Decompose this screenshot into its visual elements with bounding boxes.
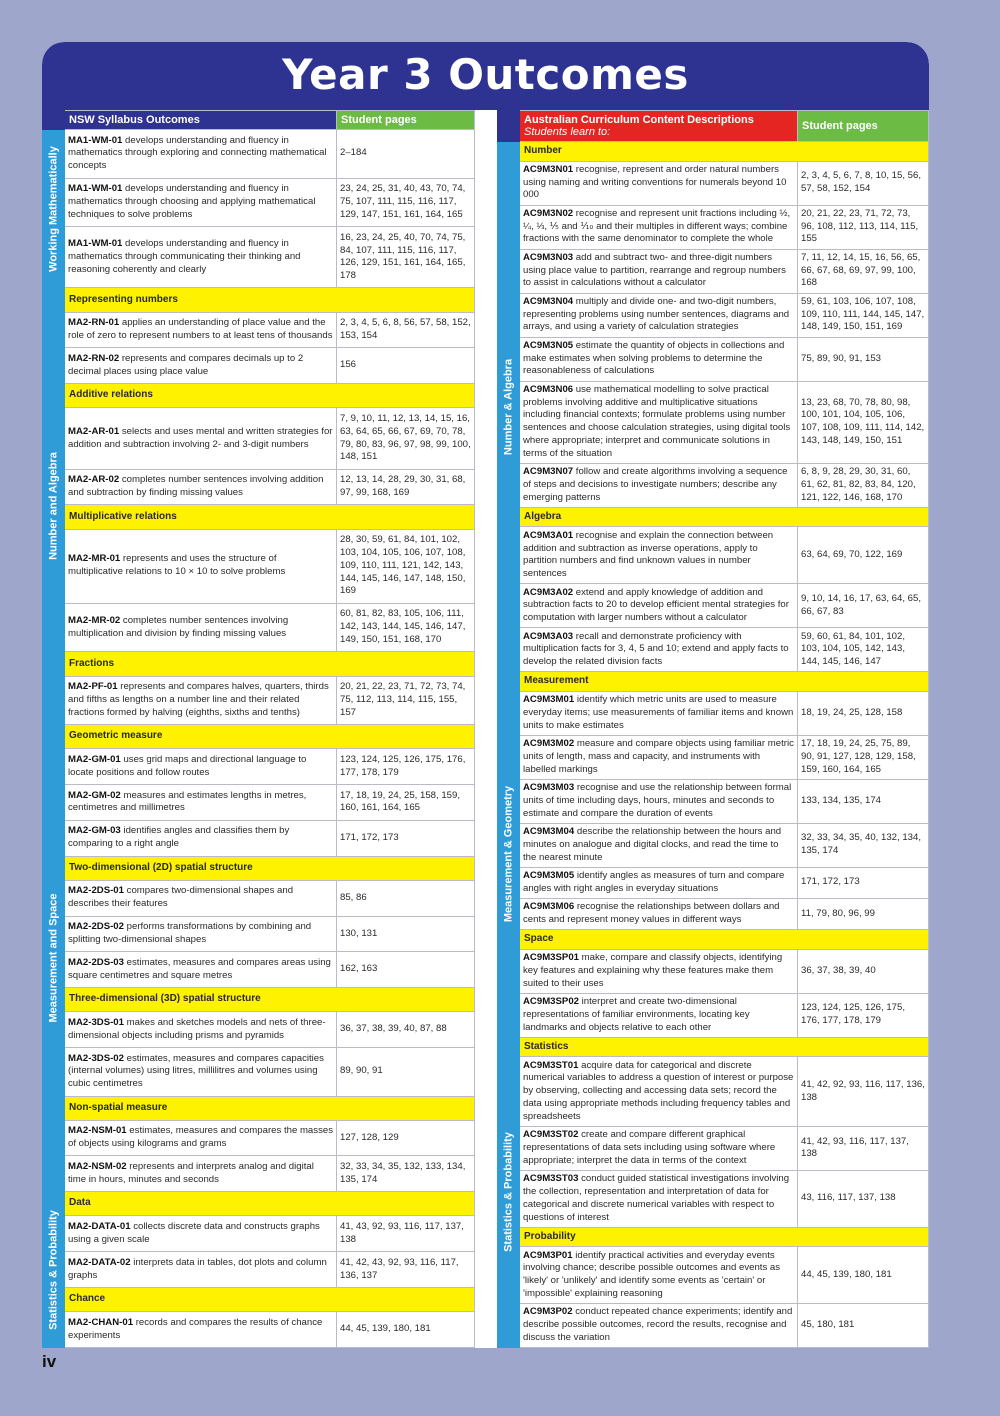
- page-number: iv: [42, 1352, 57, 1371]
- section-label: Measurement: [520, 672, 929, 692]
- outcome-description: [520, 249, 798, 293]
- outcome-description: [520, 779, 798, 823]
- outcome-text: compares two-dimensional shapes and describes their features: [68, 885, 294, 910]
- outcome-text: conduct guided statistical investigations involving the collection, representation and interpretation of data for categorical and discrete numerical variables with respect to questions of interest: [523, 1173, 790, 1223]
- table-row: [43, 880, 475, 916]
- student-pages: 41, 42, 93, 116, 117, 137, 138: [798, 1126, 929, 1170]
- outcome-code: AC9M3SP02: [523, 996, 579, 1007]
- table-row: [498, 691, 929, 735]
- outcomes-header: NSW Syllabus Outcomes: [65, 111, 337, 130]
- student-pages: 45, 180, 181: [798, 1304, 929, 1348]
- section-label: Data: [65, 1192, 475, 1216]
- outcome-description: [520, 584, 798, 628]
- outcome-description: [65, 469, 337, 505]
- outcome-text: recognise and represent unit fractions including ½, ¼, ⅓, ⅕ and ⅒ and their multiples in different ways; combine fractions with the same denominator to complete the whole: [523, 207, 791, 245]
- outcome-code: AC9M3SP01: [523, 952, 579, 964]
- outcome-description: [65, 130, 337, 179]
- table-header-row: [498, 111, 929, 142]
- table-row: [498, 1304, 929, 1348]
- table-row: [43, 749, 475, 785]
- student-pages: 123, 124, 125, 126, 175, 176, 177, 178, 179: [798, 993, 929, 1037]
- student-pages: 41, 43, 92, 93, 116, 117, 137, 138: [337, 1216, 475, 1252]
- student-pages: 7, 11, 12, 14, 15, 16, 56, 65, 66, 67, 68, 69, 97, 99, 100, 168: [798, 249, 929, 293]
- outcome-description: [520, 527, 798, 584]
- outcome-text: acquire data for categorical and discrete numerical variables to address a question of interest or purpose by observing, collecting and accessing data sets; record the data using appropriate methods including frequency tables and spreadsheets: [523, 1059, 794, 1122]
- outcome-code: AC9M3N01: [523, 163, 574, 175]
- outcome-text: follow and create algorithms involving a sequence of steps and decisions to investigate numbers; describe any emerging patterns: [523, 466, 788, 503]
- section-row: [43, 652, 475, 676]
- table-row: [498, 735, 929, 779]
- outcome-text: conduct repeated chance experiments; identify and describe possible outcomes, record the results, recognise and discuss the variation: [523, 1306, 793, 1343]
- category-label-text: Working Mathematically: [47, 145, 60, 272]
- table-row: [498, 381, 929, 463]
- outcome-description: [65, 312, 337, 348]
- outcome-code: AC9M3A02: [523, 586, 574, 598]
- outcome-code: AC9M3ST03: [523, 1173, 579, 1185]
- student-pages: 123, 124, 125, 126, 175, 176, 177, 178, 179: [337, 749, 475, 785]
- outcome-code: MA2-GM-03: [68, 825, 121, 837]
- table-row: [43, 227, 475, 288]
- section-row: [43, 988, 475, 1012]
- outcome-text: describe the relationship between the hours and minutes on analogue and digital clocks, and read the time to the nearest minute: [523, 826, 782, 863]
- outcome-text: makes and sketches models and nets of three-dimensional objects including prisms and pyramids: [68, 1016, 326, 1041]
- table-row: [498, 1247, 929, 1304]
- student-pages: 44, 45, 139, 180, 181: [337, 1312, 475, 1348]
- outcome-description: [65, 1012, 337, 1048]
- outcome-text: performs transformations by combining and splitting two-dimensional shapes: [68, 921, 312, 945]
- section-label: Three-dimensional (3D) spatial structure: [65, 988, 475, 1012]
- outcome-description: [520, 205, 798, 249]
- table-row: [43, 1156, 475, 1192]
- outcome-text: records and compares the results of chance experiments: [68, 1316, 323, 1341]
- outcome-text: uses grid maps and directional language to locate positions and follow routes: [68, 753, 307, 778]
- category-label: [43, 288, 65, 725]
- student-pages: 17, 18, 19, 24, 25, 158, 159, 160, 161, 164, 165: [337, 785, 475, 821]
- student-pages: 32, 33, 34, 35, 40, 132, 134, 135, 174: [798, 823, 929, 867]
- category-label: [43, 725, 65, 1192]
- outcome-description: [520, 1247, 798, 1304]
- table-row: [498, 898, 929, 929]
- outcome-description: [520, 735, 798, 779]
- outcome-code: MA2-2DS-03: [68, 956, 124, 968]
- table-row: [43, 1252, 475, 1288]
- section-label: Space: [520, 930, 929, 950]
- outcome-text: develops understanding and fluency in mathematics through communicating their thinking and reasoning coherently and clearly: [68, 238, 301, 275]
- student-pages: 36, 37, 38, 39, 40: [798, 949, 929, 993]
- table-row: [43, 312, 475, 348]
- outcome-text: estimates, measures and compares capacities (internal volumes) using litres, millilitres and volumes using cubic centimetres: [68, 1052, 324, 1090]
- outcome-text: extend and apply knowledge of addition and subtraction facts to 20 to develop efficient mental strategies for computation with larger numbers without a calculator: [523, 586, 789, 624]
- outcome-code: AC9M3M01: [523, 694, 575, 706]
- table-row: [43, 529, 475, 603]
- outcome-description: [65, 227, 337, 288]
- table-row: [498, 205, 929, 249]
- outcome-text: add and subtract two- and three-digit numbers using place value to partition, rearrange and regroup numbers to assist in calculations without a calculator: [523, 251, 786, 289]
- outcome-text: recognise and explain the connection between addition and subtraction as inverse operations, apply to partition numbers and find unknown values in number sentences: [523, 529, 774, 580]
- outcome-text: completes number sentences involving multiplication and division by finding missing values: [68, 614, 289, 639]
- outcome-text: selects and uses mental and written strategies for addition and subtraction involving 2- and 3-digit numbers: [68, 425, 333, 450]
- outcome-description: [65, 820, 337, 856]
- category-label: [498, 672, 520, 1037]
- column-gutter: [475, 110, 497, 1348]
- outcomes-header: [520, 111, 798, 142]
- pages-header: Student pages: [798, 111, 929, 142]
- outcome-description: [65, 1312, 337, 1348]
- outcome-description: [520, 823, 798, 867]
- outcome-code: MA2-NSM-01: [68, 1125, 127, 1137]
- table-row: [498, 527, 929, 584]
- student-pages: 17, 18, 19, 24, 25, 75, 89, 90, 91, 127, 128, 129, 158, 159, 160, 164, 165: [798, 735, 929, 779]
- outcome-text: recognise and use the relationship between formal units of time including days, hours, minutes and seconds to estimate and compare the duration of events: [523, 782, 792, 819]
- student-pages: 20, 21, 22, 23, 71, 72, 73, 96, 108, 112, 113, 114, 115, 155: [798, 205, 929, 249]
- outcome-code: MA1-WM-01: [68, 183, 123, 195]
- outcome-text: create and compare different graphical representations of data sets including using software where appropriate; interpret the data in terms of the context: [523, 1129, 776, 1166]
- category-label: [498, 142, 520, 672]
- outcome-description: [65, 785, 337, 821]
- outcome-text: represents and compares halves, quarters, thirds and fifths as lengths on a number line and their related fractions formed by halving (eighths, sixths and tenths): [68, 681, 329, 718]
- outcome-code: MA2-2DS-01: [68, 885, 124, 897]
- student-pages: 18, 19, 24, 25, 128, 158: [798, 691, 929, 735]
- student-pages: 60, 81, 82, 83, 105, 106, 111, 142, 143, 144, 145, 146, 147, 149, 150, 151, 168, 170: [337, 603, 475, 652]
- student-pages: 12, 13, 14, 28, 29, 30, 31, 68, 97, 99, 168, 169: [337, 469, 475, 505]
- outcome-text: recognise, represent and order natural numbers using naming and writing conventions for numerals beyond 10 000: [523, 163, 787, 201]
- outcome-code: AC9M3A01: [523, 529, 574, 541]
- outcome-description: [65, 1252, 337, 1288]
- outcomes-header-title: Australian Curriculum Content Descriptions: [524, 114, 754, 126]
- outcome-text: use mathematical modelling to solve practical problems involving additive and multiplicative situations including financial contexts; formulate problems using number sentences and choose calculation strategies, using digital tools where appropriate; interpret and communicate solutions in terms of the situation: [523, 383, 791, 459]
- outcomes-page: [42, 42, 929, 1348]
- outcome-text: estimates, measures and compares areas using square centimetres and square metres: [68, 956, 331, 981]
- outcome-text: completes number sentences involving addition and subtraction by finding missing values: [68, 474, 324, 499]
- outcome-text: identify practical activities and everyday events involving chance; describe possible outcomes and events as 'likely' or 'unlikely' and identify some events as 'certain' or 'impossible' explaining reasoning: [523, 1249, 781, 1299]
- outcome-description: [520, 1057, 798, 1127]
- section-row: [498, 672, 929, 692]
- student-pages: 2, 3, 4, 5, 6, 8, 56, 57, 58, 152, 153, 154: [337, 312, 475, 348]
- outcome-code: AC9M3ST02: [523, 1129, 579, 1141]
- outcome-description: [520, 898, 798, 929]
- outcome-text: identifies angles and classifies them by comparing to a right angle: [68, 825, 290, 850]
- table-row: [498, 823, 929, 867]
- category-label-text: Statistics & Probability: [47, 1209, 60, 1330]
- student-pages: 32, 33, 34, 35, 132, 133, 134, 135, 174: [337, 1156, 475, 1192]
- outcome-code: AC9M3N02: [523, 207, 574, 219]
- outcome-description: [65, 529, 337, 603]
- table-row: [43, 676, 475, 725]
- category-label-text: Number & Algebra: [502, 358, 515, 455]
- table-row: [498, 1170, 929, 1227]
- section-label: Probability: [520, 1227, 929, 1247]
- table-row: [43, 469, 475, 505]
- table-row: [498, 293, 929, 337]
- section-row: [498, 507, 929, 527]
- outcome-description: [520, 993, 798, 1037]
- section-row: [43, 1287, 475, 1311]
- outcome-description: [65, 1120, 337, 1156]
- table-row: [43, 1012, 475, 1048]
- section-label: Chance: [65, 1287, 475, 1311]
- outcome-description: [520, 1126, 798, 1170]
- section-row: [498, 1227, 929, 1247]
- student-pages: 2–184: [337, 130, 475, 179]
- section-row: [43, 856, 475, 880]
- outcome-description: [520, 949, 798, 993]
- outcome-text: identify which metric units are used to measure everyday items; use measurements of familiar items and known units to make estimates: [523, 694, 794, 731]
- table-row: [498, 1126, 929, 1170]
- outcome-code: AC9M3N05: [523, 339, 574, 351]
- student-pages: 130, 131: [337, 916, 475, 952]
- table-row: [498, 779, 929, 823]
- section-label: Two-dimensional (2D) spatial structure: [65, 856, 475, 880]
- outcome-description: [520, 691, 798, 735]
- outcome-code: MA2-NSM-02: [68, 1161, 127, 1173]
- outcome-text: represents and uses the structure of multiplicative relations to 10 × 10 to solve problems: [68, 553, 286, 578]
- outcome-code: AC9M3P02: [523, 1306, 573, 1318]
- table-row: [498, 867, 929, 898]
- outcome-code: MA1-WM-01: [68, 134, 123, 146]
- outcome-code: AC9M3M04: [523, 826, 575, 838]
- outcome-text: collects discrete data and constructs graphs using a given scale: [68, 1221, 320, 1245]
- outcome-code: AC9M3M02: [523, 738, 575, 750]
- outcome-code: AC9M3P01: [523, 1249, 573, 1261]
- section-label: Non-spatial measure: [65, 1096, 475, 1120]
- outcome-code: MA2-2DS-02: [68, 921, 124, 933]
- table-row: [43, 916, 475, 952]
- student-pages: 162, 163: [337, 952, 475, 988]
- outcome-code: AC9M3ST01: [523, 1059, 579, 1071]
- outcome-code: MA2-MR-01: [68, 553, 121, 565]
- student-pages: 9, 10, 14, 16, 17, 63, 64, 65, 66, 67, 83: [798, 584, 929, 628]
- section-row: [43, 1096, 475, 1120]
- student-pages: 28, 30, 59, 61, 84, 101, 102, 103, 104, 105, 106, 107, 108, 109, 110, 111, 121, 142, 143, 144, 145, 146, 147, 148, 150, 169: [337, 529, 475, 603]
- page-title: Year 3 Outcomes: [282, 50, 689, 99]
- student-pages: 59, 60, 61, 84, 101, 102, 103, 104, 105, 142, 143, 144, 145, 146, 147: [798, 628, 929, 672]
- student-pages: 16, 23, 24, 25, 40, 70, 74, 75, 84, 107, 111, 115, 116, 117, 126, 129, 151, 161, 164, 165, 178: [337, 227, 475, 288]
- outcome-text: develops understanding and fluency in mathematics through exploring and connecting mathematical concepts: [68, 134, 327, 172]
- outcome-description: [520, 161, 798, 205]
- table-row: [43, 1312, 475, 1348]
- outcome-code: AC9M3N04: [523, 295, 574, 307]
- table-row: [498, 337, 929, 381]
- section-row: [498, 1037, 929, 1057]
- student-pages: 6, 8, 9, 28, 29, 30, 31, 60, 61, 62, 81, 82, 83, 84, 120, 121, 122, 146, 168, 170: [798, 463, 929, 507]
- outcome-text: represents and interprets analog and digital time in hours, minutes and seconds: [68, 1161, 314, 1185]
- outcome-code: MA2-GM-01: [68, 753, 121, 765]
- table-row: [43, 1047, 475, 1096]
- outcome-code: MA2-RN-01: [68, 317, 120, 329]
- nsw-syllabus-column: [42, 110, 475, 1348]
- table-row: [498, 1057, 929, 1127]
- student-pages: 75, 89, 90, 91, 153: [798, 337, 929, 381]
- outcome-description: [65, 408, 337, 469]
- outcome-description: [65, 178, 337, 227]
- outcome-code: MA2-GM-02: [68, 789, 121, 801]
- table-row: [43, 785, 475, 821]
- student-pages: 2, 3, 4, 5, 6, 7, 8, 10, 15, 56, 57, 58, 152, 154: [798, 161, 929, 205]
- outcome-description: [520, 867, 798, 898]
- student-pages: 13, 23, 68, 70, 78, 80, 98, 100, 101, 104, 105, 106, 107, 108, 109, 111, 114, 142, 143, 148, 149, 150, 151: [798, 381, 929, 463]
- student-pages: 85, 86: [337, 880, 475, 916]
- outcome-code: MA2-AR-01: [68, 425, 120, 437]
- table-row: [498, 463, 929, 507]
- section-label: Additive relations: [65, 384, 475, 408]
- student-pages: 133, 134, 135, 174: [798, 779, 929, 823]
- outcome-description: [520, 463, 798, 507]
- student-pages: 23, 24, 25, 31, 40, 43, 70, 74, 75, 107, 111, 115, 116, 117, 129, 147, 151, 161, 164, 165: [337, 178, 475, 227]
- student-pages: 171, 172, 173: [337, 820, 475, 856]
- section-row: [498, 142, 929, 162]
- outcome-description: [65, 348, 337, 384]
- outcome-text: interpret and create two-dimensional representations of familiar environments, locating key landmarks and objects relative to each other: [523, 996, 750, 1033]
- outcome-code: AC9M3M05: [523, 870, 575, 882]
- outcome-code: MA2-PF-01: [68, 681, 118, 693]
- student-pages: 59, 61, 103, 106, 107, 108, 109, 110, 111, 144, 145, 147, 148, 149, 150, 151, 169: [798, 293, 929, 337]
- student-pages: 89, 90, 91: [337, 1047, 475, 1096]
- outcome-code: AC9M3N07: [523, 466, 574, 478]
- outcome-text: recognise the relationships between dollars and cents and represent money values in different ways: [523, 901, 780, 926]
- student-pages: 127, 128, 129: [337, 1120, 475, 1156]
- outcome-description: [65, 916, 337, 952]
- section-label: Statistics: [520, 1037, 929, 1057]
- category-label-text: Measurement and Space: [47, 893, 60, 1023]
- student-pages: 171, 172, 173: [798, 867, 929, 898]
- outcome-code: AC9M3N03: [523, 251, 574, 263]
- table-row: [43, 1120, 475, 1156]
- student-pages: 43, 116, 117, 137, 138: [798, 1170, 929, 1227]
- table-row: [498, 161, 929, 205]
- outcome-code: MA2-CHAN-01: [68, 1316, 134, 1328]
- category-label-text: Measurement & Geometry: [502, 786, 515, 923]
- section-label: Number: [520, 142, 929, 162]
- outcome-code: MA2-MR-02: [68, 614, 121, 626]
- outcome-code: MA1-WM-01: [68, 238, 123, 250]
- outcome-text: applies an understanding of place value and the role of zero to represent numbers to at least tens of thousands: [68, 317, 333, 342]
- table-row: [43, 178, 475, 227]
- student-pages: 41, 42, 43, 92, 93, 116, 117, 136, 137: [337, 1252, 475, 1288]
- section-label: Fractions: [65, 652, 475, 676]
- section-row: [43, 725, 475, 749]
- outcome-description: [65, 1047, 337, 1096]
- category-label-text: Statistics & Probability: [502, 1132, 515, 1253]
- section-row: [43, 505, 475, 529]
- outcome-description: [65, 749, 337, 785]
- outcomes-header-subtitle: Students learn to:: [524, 126, 611, 138]
- outcome-description: [520, 337, 798, 381]
- outcome-description: [520, 628, 798, 672]
- table-row: [498, 584, 929, 628]
- outcome-description: [65, 1156, 337, 1192]
- outcome-code: MA2-DATA-02: [68, 1256, 131, 1268]
- table-row: [43, 1216, 475, 1252]
- outcome-text: estimates, measures and compares the masses of objects using kilograms and grams: [68, 1125, 333, 1150]
- table-row: [498, 249, 929, 293]
- outcome-text: interprets data in tables, dot plots and column graphs: [68, 1256, 327, 1281]
- outcome-text: identify angles as measures of turn and compare angles with right angles in everyday situations: [523, 870, 785, 894]
- outcome-code: MA2-3DS-02: [68, 1052, 124, 1064]
- outcome-code: MA2-RN-02: [68, 353, 120, 364]
- student-pages: 11, 79, 80, 96, 99: [798, 898, 929, 929]
- section-row: [43, 384, 475, 408]
- outcome-description: [520, 1304, 798, 1348]
- section-label: Representing numbers: [65, 288, 475, 312]
- outcome-description: [65, 603, 337, 652]
- outcome-code: MA2-3DS-01: [68, 1016, 124, 1028]
- section-label: Geometric measure: [65, 725, 475, 749]
- pages-header: Student pages: [337, 111, 475, 130]
- outcome-description: [520, 1170, 798, 1227]
- outcome-description: [520, 293, 798, 337]
- outcome-text: measure and compare objects using familiar metric units of length, mass and capacity, and instruments with labelled markings: [523, 738, 794, 775]
- outcome-description: [65, 1216, 337, 1252]
- outcome-text: make, compare and classify objects, identifying key features and explaining why these features make them suited to their uses: [523, 952, 783, 989]
- outcome-description: [65, 880, 337, 916]
- outcome-code: MA2-AR-02: [68, 474, 120, 486]
- outcome-code: AC9M3A03: [523, 630, 574, 642]
- table-row: [498, 993, 929, 1037]
- student-pages: 20, 21, 22, 23, 71, 72, 73, 74, 75, 112, 113, 114, 115, 155, 157: [337, 676, 475, 725]
- outcome-text: represents and compares decimals up to 2 decimal places using place value: [68, 353, 304, 377]
- outcome-code: MA2-DATA-01: [68, 1221, 131, 1232]
- student-pages: 36, 37, 38, 39, 40, 87, 88: [337, 1012, 475, 1048]
- student-pages: 63, 64, 69, 70, 122, 169: [798, 527, 929, 584]
- outcome-text: estimate the quantity of objects in collections and make estimates when solving problems to determine the reasonableness of calculations: [523, 339, 785, 377]
- table-row: [43, 408, 475, 469]
- student-pages: 41, 42, 92, 93, 116, 117, 136, 138: [798, 1057, 929, 1127]
- outcome-description: [520, 381, 798, 463]
- nsw-outcomes-table: [42, 110, 475, 1348]
- table-row: [43, 952, 475, 988]
- category-label: [43, 1192, 65, 1348]
- table-header-row: [43, 111, 475, 130]
- category-label-text: Number and Algebra: [47, 452, 60, 561]
- student-pages: 7, 9, 10, 11, 12, 13, 14, 15, 16, 63, 64, 65, 66, 67, 69, 70, 78, 79, 80, 83, 96, 97, 98, 99, 100, 148, 151: [337, 408, 475, 469]
- table-row: [43, 348, 475, 384]
- section-label: Multiplicative relations: [65, 505, 475, 529]
- outcome-text: multiply and divide one- and two-digit numbers, representing problems using number sentences, diagrams and arrays, and using a variety of calculation strategies: [523, 295, 790, 333]
- category-label: [498, 1037, 520, 1347]
- outcome-text: measures and estimates lengths in metres, centimetres and millimetres: [68, 789, 307, 814]
- table-row: [43, 130, 475, 179]
- student-pages: 156: [337, 348, 475, 384]
- table-row: [498, 949, 929, 993]
- table-row: [43, 820, 475, 856]
- table-row: [498, 628, 929, 672]
- outcome-code: AC9M3M06: [523, 901, 575, 913]
- section-row: [498, 930, 929, 950]
- table-row: [43, 603, 475, 652]
- outcome-code: AC9M3M03: [523, 782, 575, 794]
- outcome-code: AC9M3N06: [523, 383, 574, 395]
- student-pages: 44, 45, 139, 180, 181: [798, 1247, 929, 1304]
- outcome-description: [65, 676, 337, 725]
- section-row: [43, 1192, 475, 1216]
- title-banner: [42, 42, 929, 110]
- ac-outcomes-table: [497, 110, 929, 1348]
- australian-curriculum-column: [497, 110, 929, 1348]
- outcome-text: recall and demonstrate proficiency with multiplication facts for 3, 4, 5 and 10; extend and apply facts to develop the related division facts: [523, 630, 789, 668]
- outcome-text: develops understanding and fluency in mathematics through choosing and applying mathematical techniques to solve problems: [68, 183, 316, 220]
- category-label: [43, 130, 65, 288]
- outcome-description: [65, 952, 337, 988]
- section-row: [43, 288, 475, 312]
- section-label: Algebra: [520, 507, 929, 527]
